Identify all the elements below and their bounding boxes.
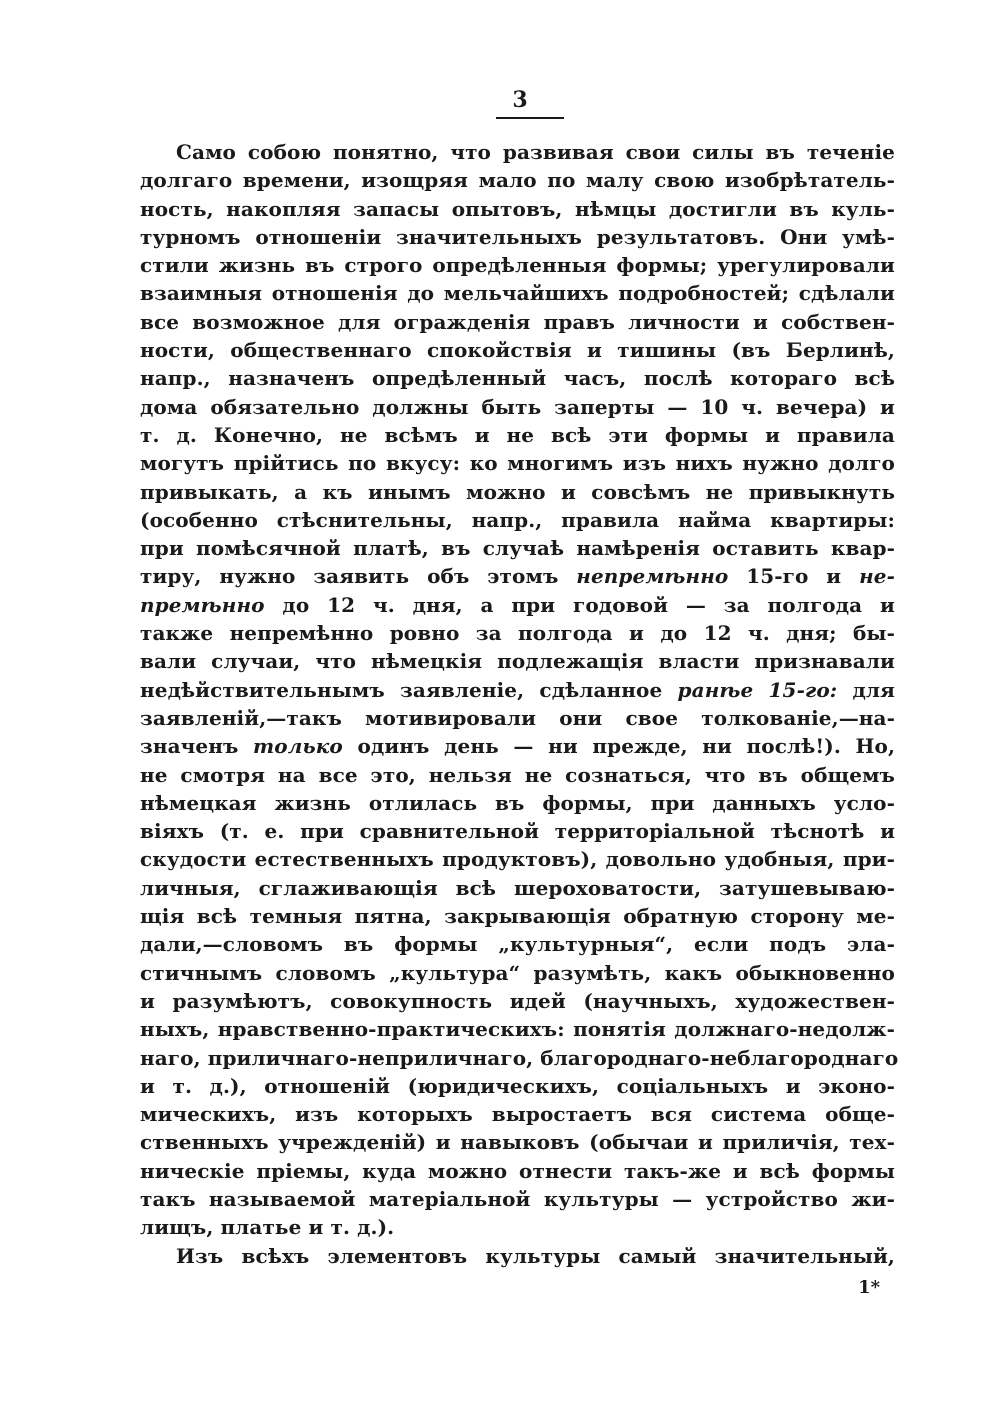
page-number: 3 [512, 87, 528, 113]
text-line: взаимныя отношенія до мельчайшихъ подробностей; сдѣлали [140, 281, 895, 306]
signature-mark: 1* [858, 1277, 880, 1298]
text-line: мическихъ, изъ которыхъ выростаетъ вся система обще- [140, 1102, 895, 1127]
text-line: долгаго времени, изощряя мало по малу свою изобрѣтатель- [140, 168, 895, 193]
text-line: такъ называемой матеріальной культуры — устройство жи- [140, 1186, 895, 1211]
text-line: заявленій,—такъ мотивировали они свое толкованіе,—на- [140, 705, 895, 730]
italic-phrase: ранѣе 15-го: [677, 677, 838, 702]
text-line: привыкать, а къ инымъ можно и совсѣмъ не привыкнуть [140, 479, 895, 504]
text-line: ности, общественнаго спокойствія и тишины (въ Берлинѣ, [140, 338, 895, 363]
text-line: все возможное для огражденія правъ личности и собствен- [140, 309, 895, 334]
page-number-rule [496, 117, 564, 119]
text-line: недѣйствительнымъ заявленіе, сдѣланное ранѣе 15-го: для [140, 677, 896, 702]
text-line: дали,—словомъ въ формы „культурныя“, если подъ эла- [140, 932, 895, 957]
text-line: віяхъ (т. е. при сравнительной территоріальной тѣснотѣ и [140, 819, 895, 844]
text-line: нѣмецкая жизнь отлилась въ формы, при данныхъ усло- [140, 790, 895, 815]
text-line: ность, накопляя запасы опытовъ, нѣмцы достигли въ куль- [140, 196, 895, 221]
text-line: личныя, сглаживающія всѣ шероховатости, затушевываю- [140, 875, 895, 900]
italic-phrase: не- [859, 564, 896, 589]
text-line: значенъ только одинъ день — ни прежде, ни послѣ!). Но, [140, 734, 896, 759]
text-line: не смотря на все это, нельзя не сознаться, что въ общемъ [140, 762, 895, 787]
body-text [140, 138, 899, 1270]
text-line: дома обязательно должны быть заперты — 10 ч. вечера) и [140, 394, 895, 419]
text-line: ныхъ, нравственно-практическихъ: понятія должнаго-недолж- [140, 1017, 895, 1042]
text-line: стичнымъ словомъ „культура“ разумѣть, какъ обыкновенно [140, 960, 895, 985]
text-line: ническіе пріемы, куда можно отнести такъ-же и всѣ формы [140, 1158, 895, 1183]
text-line: лищъ, платье и т. д.). [140, 1215, 395, 1240]
text-line: при помѣсячной платѣ, въ случаѣ намѣренія оставить квар- [140, 536, 895, 561]
text-line: ственныхъ учрежденій) и навыковъ (обычаи и приличія, тех- [140, 1130, 895, 1155]
text-line: напр., назначенъ опредѣленный часъ, послѣ котораго всѣ [140, 366, 895, 391]
text-line: премѣнно до 12 ч. дня, а при годовой — за полгода и [140, 592, 895, 617]
text-line: скудости естественныхъ продуктовъ), довольно удобныя, при- [140, 847, 895, 872]
text-line: т. д. Конечно, не всѣмъ и не всѣ эти формы и правила [140, 422, 895, 447]
text-line: могутъ прійтись по вкусу: ко многимъ изъ нихъ нужно долго [140, 451, 895, 476]
italic-phrase: премѣнно [140, 592, 265, 617]
text-line: наго, приличнаго-неприличнаго, благороднаго-неблагороднаго [140, 1045, 899, 1070]
text-line: турномъ отношеніи значительныхъ результатовъ. Они умѣ- [140, 224, 895, 249]
text-line: вали случаи, что нѣмецкія подлежащія власти признавали [140, 649, 895, 674]
italic-phrase: только [253, 734, 343, 759]
italic-phrase: непремѣнно [576, 564, 729, 589]
text-line: и т. д.), отношеній (юридическихъ, соціальныхъ и эконо- [140, 1073, 895, 1098]
text-line: также непремѣнно ровно за полгода и до 12 ч. дня; бы- [140, 621, 895, 646]
text-line: (особенно стѣснительны, напр., правила найма квартиры: [140, 507, 895, 532]
text-line: Изъ всѣхъ элементовъ культуры самый значительный, [176, 1243, 895, 1268]
text-line: щія всѣ темныя пятна, закрывающія обратную сторону ме- [140, 904, 895, 929]
text-line: Само собою понятно, что развивая свои силы въ теченіе [176, 140, 895, 164]
text-line: стили жизнь въ строго опредѣленныя формы; урегулировали [140, 253, 895, 278]
text-line: и разумѣютъ, совокупность идей (научныхъ, художествен- [140, 988, 895, 1013]
text-line: тиру, нужно заявить объ этомъ непремѣнно 15-го и не- [140, 564, 896, 589]
